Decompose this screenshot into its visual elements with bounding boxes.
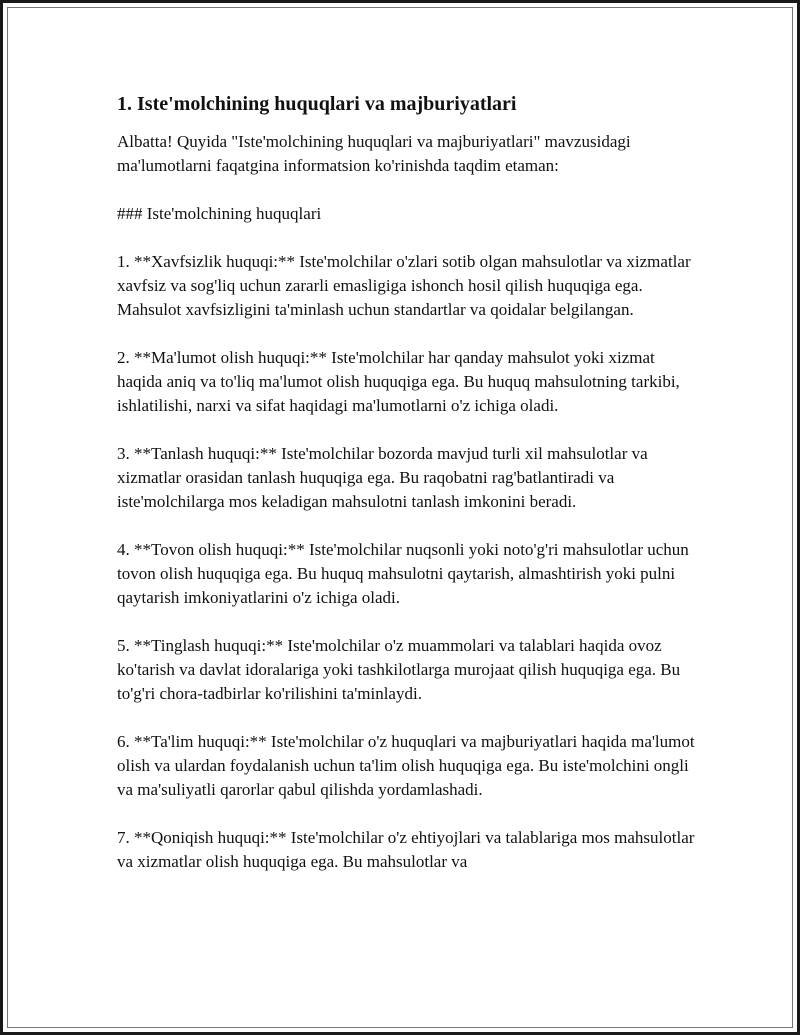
section-heading-rights: ### Iste'molchining huquqlari [117,204,322,223]
list-item-information-right: 2. **Ma'lumot olish huquqi:** Iste'molchilar har qanday mahsulot yoki xizmat haqida aniq va to'liq ma'lumot olish huquqiga ega. Bu huquq mahsulotning tarkibi, ishlatilishi, narxi va sifat haqidagi ma'lumotlarni o'z ichiga oladi. [117,348,680,415]
intro-paragraph: Albatta! Quyida "Iste'molchining huquqlari va majburiyatlari" mavzusidagi ma'lumotlarni faqatgina informatsion ko'rinishda taqdim etaman: [117,132,631,175]
list-item-safety-right: 1. **Xavfsizlik huquqi:** Iste'molchilar o'zlari sotib olgan mahsulotlar va xizmatlar xavfsiz va sog'liq uchun zararli emasligiga ishonch hosil qilish huquqiga ega. Mahsulot xavfsizligini ta'minlash uchun standartlar va qoidalar belgilangan. [117,252,691,319]
list-item-education-right: 6. **Ta'lim huquqi:** Iste'molchilar o'z huquqlari va majburiyatlari haqida ma'lumot olish va ulardan foydalanish uchun ta'lim olish huquqiga ega. Bu iste'molchini ongli va ma'suliyatli qarorlar qabul qilishda yordamlashadi. [117,732,695,799]
list-item-choice-right: 3. **Tanlash huquqi:** Iste'molchilar bozorda mavjud turli xil mahsulotlar va xizmatlar orasidan tanlash huquqiga ega. Bu raqobatni rag'batlantiradi va iste'molchilarga mos keladigan mahsulotni tanlash imkonini beradi. [117,444,648,511]
document-body [117,92,702,898]
document-heading: 1. Iste'molchining huquqlari va majburiyatlari [117,93,517,115]
list-item-hearing-right: 5. **Tinglash huquqi:** Iste'molchilar o'z muammolari va talablari haqida ovoz ko'tarish va davlat idoralariga yoki tashkilotlarga murojaat qilish huquqiga ega. Bu to'g'ri chora-tadbirlar ko'rilishini ta'minlaydi. [117,636,681,703]
list-item-compensation-right: 4. **Tovon olish huquqi:** Iste'molchilar nuqsonli yoki noto'g'ri mahsulotlar uchun tovon olish huquqiga ega. Bu huquq mahsulotni qaytarish, almashtirish yoki pulni qaytarish imkoniyatlarini o'z ichiga oladi. [117,540,689,607]
list-item-satisfaction-right: 7. **Qoniqish huquqi:** Iste'molchilar o'z ehtiyojlari va talablariga mos mahsulotlar va xizmatlar olish huquqiga ega. Bu mahsulotlar va [117,828,695,871]
